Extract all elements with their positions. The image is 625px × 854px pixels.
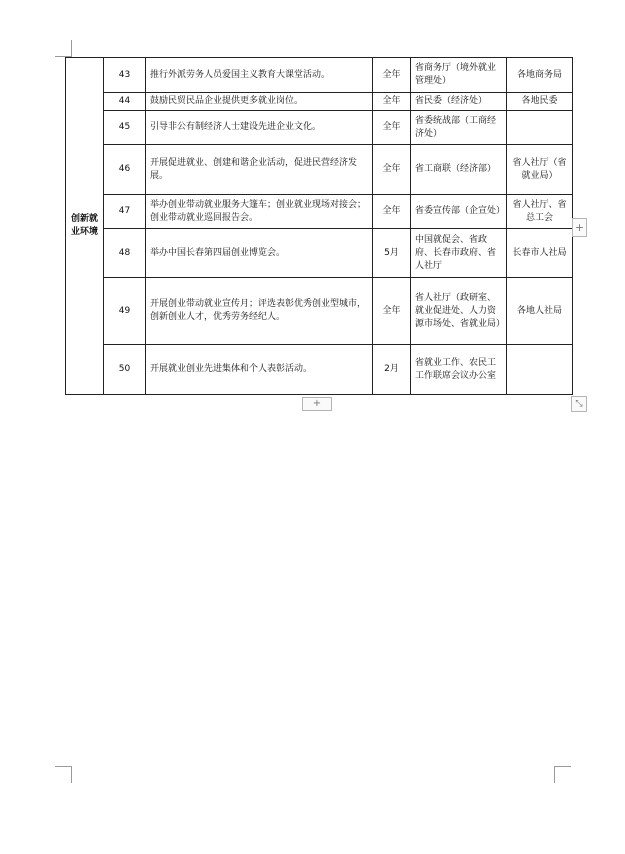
participating-unit — [507, 345, 573, 395]
task-table — [65, 57, 573, 395]
row-number: 47 — [104, 195, 146, 229]
table-resize-handle[interactable]: ⤡ — [571, 396, 587, 412]
task-description: 举办创业带动就业服务大篷车；创业就业现场对接会；创业带动就业巡回报告会。 — [146, 195, 373, 229]
time-frame: 全年 — [373, 58, 411, 93]
lead-unit: 省委统战部（工商经济处） — [411, 111, 507, 145]
participating-unit — [507, 111, 573, 145]
add-column-button[interactable]: + — [572, 218, 587, 237]
participating-unit: 省人社厅、省总工会 — [507, 195, 573, 229]
time-frame: 全年 — [373, 278, 411, 345]
lead-unit: 省工商联（经济部） — [411, 145, 507, 195]
time-frame: 2月 — [373, 345, 411, 395]
table-row — [66, 278, 573, 345]
participating-unit: 各地商务局 — [507, 58, 573, 93]
row-number: 50 — [104, 345, 146, 395]
lead-unit: 中国就促会、省政府、长春市政府、省人社厅 — [411, 229, 507, 278]
table-row — [66, 345, 573, 395]
add-row-button[interactable]: + — [302, 397, 332, 411]
task-description: 引导非公有制经济人士建设先进企业文化。 — [146, 111, 373, 145]
participating-unit: 长春市人社局 — [507, 229, 573, 278]
participating-unit: 各地人社局 — [507, 278, 573, 345]
participating-unit: 各地民委 — [507, 93, 573, 111]
row-number: 45 — [104, 111, 146, 145]
lead-unit: 省商务厅（境外就业管理处） — [411, 58, 507, 93]
participating-unit: 省人社厅（省就业局） — [507, 145, 573, 195]
page-corner-mark-bottom-right — [554, 766, 571, 783]
lead-unit: 省民委（经济处） — [411, 93, 507, 111]
row-number: 48 — [104, 229, 146, 278]
lead-unit: 省委宣传部（企宣处） — [411, 195, 507, 229]
row-number: 46 — [104, 145, 146, 195]
row-number: 44 — [104, 93, 146, 111]
table-row — [66, 145, 573, 195]
lead-unit: 省就业工作、农民工工作联席会议办公室 — [411, 345, 507, 395]
table-row — [66, 111, 573, 145]
time-frame: 全年 — [373, 93, 411, 111]
task-description: 开展就业创业先进集体和个人表彰活动。 — [146, 345, 373, 395]
page-corner-mark-top-left — [55, 40, 72, 57]
task-description: 举办中国长春第四届创业博览会。 — [146, 229, 373, 278]
table-row — [66, 93, 573, 111]
category-cell: 创新就业环境 — [66, 58, 104, 395]
table-row — [66, 229, 573, 278]
table-row — [66, 195, 573, 229]
time-frame: 全年 — [373, 145, 411, 195]
lead-unit: 省人社厅（政研室、就业促进处、人力资源市场处、省就业局） — [411, 278, 507, 345]
task-description: 开展创业带动就业宣传月；评选表彰优秀创业型城市，创新创业人才，优秀劳务经纪人。 — [146, 278, 373, 345]
row-number: 43 — [104, 58, 146, 93]
page-corner-mark-bottom-left — [55, 766, 72, 783]
table-row — [66, 58, 573, 93]
time-frame: 全年 — [373, 195, 411, 229]
time-frame: 5月 — [373, 229, 411, 278]
task-description: 开展促进就业、创建和谐企业活动，促进民营经济发展。 — [146, 145, 373, 195]
time-frame: 全年 — [373, 111, 411, 145]
row-number: 49 — [104, 278, 146, 345]
task-description: 推行外派劳务人员爱国主义教育大课堂活动。 — [146, 58, 373, 93]
task-description: 鼓励民贸民品企业提供更多就业岗位。 — [146, 93, 373, 111]
